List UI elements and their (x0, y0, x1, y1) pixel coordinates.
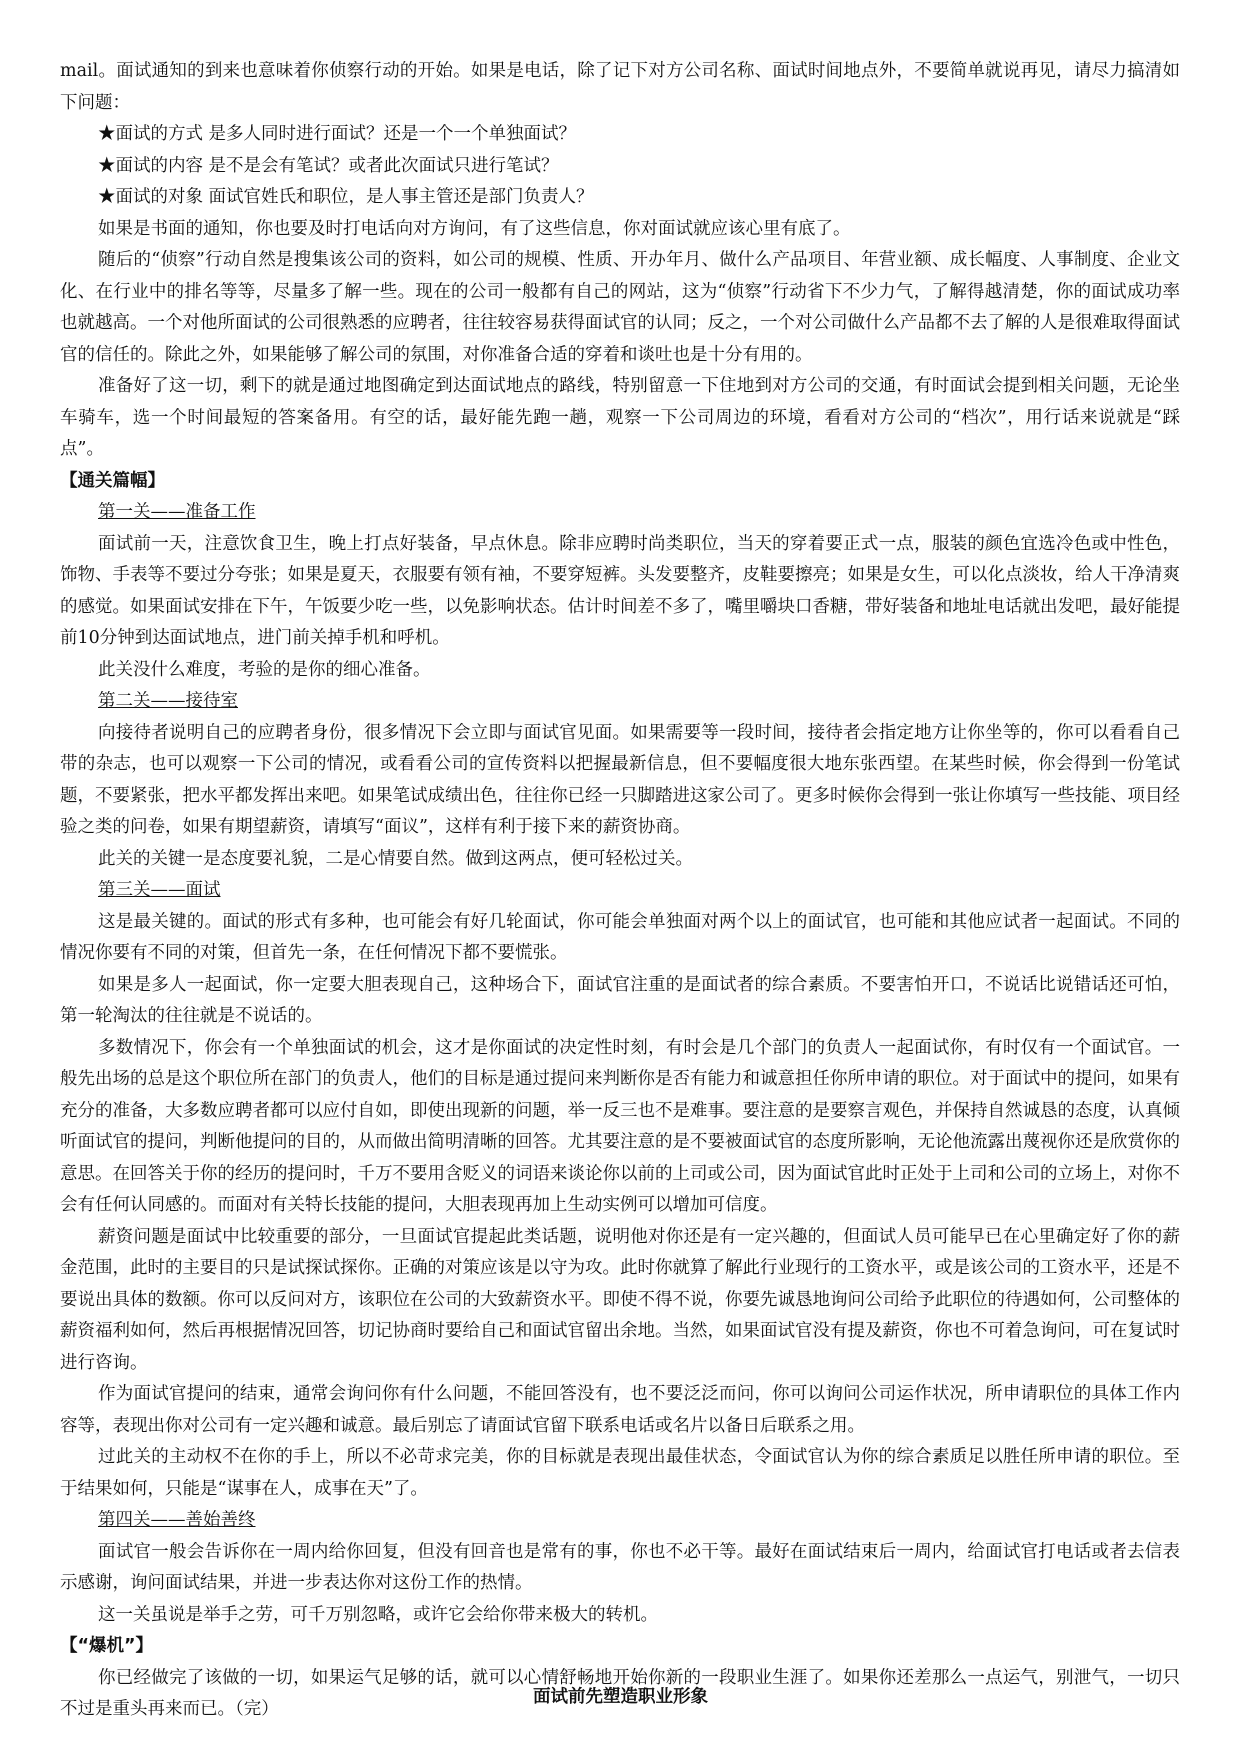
bullet-interview-content: ★面试的内容 是不是会有笔试？或者此次面试只进行笔试？ (98, 155, 559, 176)
intro-paragraph-3: 随后的“侦察”行动自然是搜集该公司的资料，如公司的规模、性质、开办年月、做什么产品项目、年营业额、成长幅度、人事制度、企业文化、在行业中的排名等等，尽量多了解一些。现在的公司一般都有自己的网站，这为“侦察”行动省下不少力气，了解得越清楚，你的面试成功率也就越高。一个对他所面试的公司很熟悉的应聘者，往往较容易获得面试官的认同；反之，一个对公司做什么产品都不去了解的人是很难取得面试官的信任的。除此之外，如果能够了解公司的氛围，对你准备合适的穿着和谈吐也是十分有用的。 (60, 250, 1180, 365)
level4-title: 第四关——善始善终 (98, 1510, 256, 1530)
conclusion-paragraph: 你已经做完了该做的一切，如果运气足够的话，就可以心情舒畅地开始你新的一段职业生涯了。如果你还差那么一点运气，别泄气，一切只不过是重头再来而已。（完） (60, 1667, 1180, 1719)
level3-paragraph-4: 薪资问题是面试中比较重要的部分，一旦面试官提起此类话题，说明他对你还是有一定兴趣的，但面试人员可能早已在心里确定好了你的薪金范围，此时的主要目的只是试探试探你。正确的对策应该是以守为攻。此时你就算了解此行业现行的工资水平，或是该公司的工资水平，还是不要说出具体的数额。你可以反问对方，该职位在公司的大致薪资水平。即使不得不说，你要先诚恳地询问公司给予此职位的待遇如何，公司整体的薪资福利如何，然后再根据情况回答，切记协商时要给自己和面试官留出余地。当然，如果面试官没有提及薪资，你也不可着急询问，可在复试时进行咨询。 (60, 1226, 1180, 1373)
level1-paragraph-2: 此关没什么难度，考验的是你的细心准备。 (98, 659, 431, 680)
level4-paragraph-2: 这一关虽说是举手之劳，可千万别忽略，或许它会给你带来极大的转机。 (98, 1604, 658, 1625)
next-article-title: 面试前先塑造职业形象 (533, 1687, 708, 1707)
level1-title: 第一关——准备工作 (98, 502, 256, 522)
level2-title: 第二关——接待室 (98, 691, 238, 711)
level2-paragraph-2: 此关的关键一是态度要礼貌，二是心情要自然。做到这两点，便可轻松过关。 (98, 848, 693, 869)
intro-paragraph-4: 准备好了这一切，剩下的就是通过地图确定到达面试地点的路线，特别留意一下住地到对方公司的交通，有时面试会提到相关问题，无论坐车骑车，选一个时间最短的答案备用。有空的话，最好能先跑一趟，观察一下公司周边的环境，看看对方公司的“档次”，用行话来说就是“踩点”。 (60, 376, 1180, 459)
level3-paragraph-6: 过此关的主动权不在你的手上，所以不必苛求完美，你的目标就是表现出最佳状态，令面试官认为你的综合素质足以胜任所申请的职位。至于结果如何，只能是“谋事在人，成事在天”了。 (60, 1447, 1180, 1499)
level3-paragraph-1: 这是最关键的。面试的形式有多种，也可能会有好几轮面试，你可能会单独面对两个以上的面试官，也可能和其他应试者一起面试。不同的情况你要有不同的对策，但首先一条，在任何情况下都不要慌张。 (60, 911, 1180, 963)
document-body (60, 56, 1180, 1726)
bullet-interviewer: ★面试的对象 面试官姓氏和职位，是人事主管还是部门负责人？ (98, 187, 594, 207)
intro-paragraph-2: 如果是书面的通知，你也要及时打电话向对方询问，有了这些信息，你对面试就应该心里有底了。 (98, 218, 851, 239)
intro-paragraph-1: mail。面试通知的到来也意味着你侦察行动的开始。如果是电话，除了记下对方公司名称、面试时间地点外，不要简单就说再见，请尽力搞清如下问题： (60, 61, 1180, 113)
section-heading-pass-levels: 【通关篇幅】 (60, 470, 165, 491)
bullet-interview-format: ★面试的方式 是多人同时进行面试？还是一个一个单独面试？ (98, 124, 577, 144)
level2-paragraph-1: 向接待者说明自己的应聘者身份，很多情况下会立即与面试官见面。如果需要等一段时间，接待者会指定地方让你坐等的，你可以看看自己带的杂志，也可以观察一下公司的情况，或看看公司的宣传资料以把握最新信息，但不要幅度很大地东张西望。在某些时候，你会得到一份笔试题，不要紧张，把水平都发挥出来吧。如果笔试成绩出色，往往你已经一只脚踏进这家公司了。更多时候你会得到一张让你填写一些技能、项目经验之类的问卷，如果有期望薪资，请填写“面议”，这样有利于接下来的薪资协商。 (60, 722, 1180, 837)
level1-paragraph-1: 面试前一天，注意饮食卫生，晚上打点好装备，早点休息。除非应聘时尚类职位，当天的穿着要正式一点，服装的颜色宜选冷色或中性色，饰物、手表等不要过分夸张；如果是夏天，衣服要有领有袖，不要穿短裤。头发要整齐，皮鞋要擦亮；如果是女生，可以化点淡妆，给人干净清爽的感觉。如果面试安排在下午，午饭要少吃一些，以免影响状态。估计时间差不多了，嘴里嚼块口香糖，带好装备和地址电话就出发吧，最好能提前10分钟到达面试地点，进门前关掉手机和呼机。 (60, 533, 1180, 648)
level3-title: 第三关——面试 (98, 880, 221, 900)
level4-paragraph-1: 面试官一般会告诉你在一周内给你回复，但没有回音也是常有的事，你也不必干等。最好在面试结束后一周内，给面试官打电话或者去信表示感谢，询问面试结果，并进一步表达你对这份工作的热情。 (60, 1541, 1180, 1593)
level3-paragraph-5: 作为面试官提问的结束，通常会询问你有什么问题，不能回答没有，也不要泛泛而问，你可以询问公司运作状况，所申请职位的具体工作内容等，表现出你对公司有一定兴趣和诚意。最后别忘了请面试官留下联系电话或名片以备日后联系之用。 (60, 1384, 1180, 1436)
level3-paragraph-2: 如果是多人一起面试，你一定要大胆表现自己，这种场合下，面试官注重的是面试者的综合素质。不要害怕开口，不说话比说错话还可怕，第一轮淘汰的往往就是不说话的。 (60, 974, 1180, 1026)
level3-paragraph-3: 多数情况下，你会有一个单独面试的机会，这才是你面试的决定性时刻，有时会是几个部门的负责人一起面试你，有时仅有一个面试官。一般先出场的总是这个职位所在部门的负责人，他们的目标是通过提问来判断你是否有能力和诚意担任你所申请的职位。对于面试中的提问，如果有充分的准备，大多数应聘者都可以应付自如，即使出现新的问题，举一反三也不是难事。要注意的是要察言观色，并保持自然诚恳的态度，认真倾听面试官的提问，判断他提问的目的，从而做出简明清晰的回答。尤其要注意的是不要被面试官的态度所影响，无论他流露出蔑视你还是欣赏你的意思。在回答关于你的经历的提问时，千万不要用含贬义的词语来谈论你以前的上司或公司，因为面试官此时正处于上司和公司的立场上，对你不会有任何认同感的。而面对有关特长技能的提问，大胆表现再加上生动实例可以增加可信度。 (60, 1037, 1180, 1215)
section-heading-game-clear: 【“爆机”】 (60, 1636, 154, 1656)
